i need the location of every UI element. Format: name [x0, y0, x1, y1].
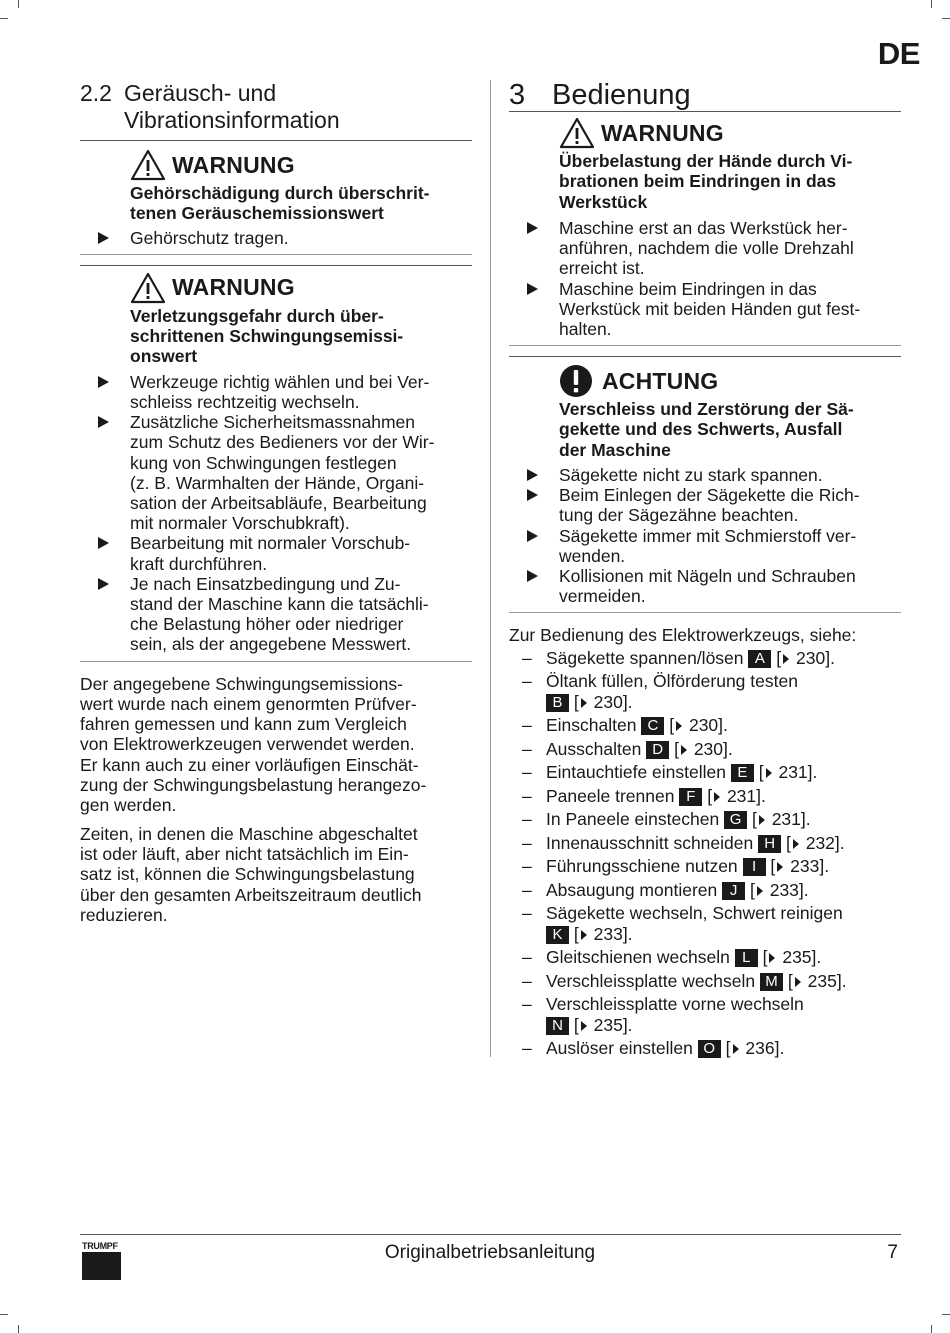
figure-badge: I — [743, 858, 766, 876]
operation-text: Verschleissplatte vorne wechseln — [546, 994, 804, 1015]
page-ref-arrow-icon — [581, 930, 587, 940]
operation-text: Sägekette wechseln, Schwert reinigen — [546, 903, 843, 924]
warning-subtitle: Überbelastung der Hände durch Vi- brationen beim Eindringen in das Werkstück — [559, 151, 853, 212]
figure-badge: C — [641, 717, 664, 735]
list-item: Zusätzliche Sicherheitsmassnahmen zum Schutz des Bedieners vor der Wir- kung von Schwingungen festlegen (z. B. Warmhalten der Hände, Organi- sation der Arbeitsabläufe, Bearbeitung mit normaler Vorschubkraft). — [130, 412, 472, 533]
operation-text: Eintauchtiefe einstellen — [546, 762, 726, 783]
left-column — [80, 80, 472, 925]
page-reference-link[interactable]: 233 — [790, 856, 820, 877]
operation-text: Auslöser einstellen — [546, 1038, 693, 1059]
warning-bullets — [130, 372, 472, 655]
bullet-arrow-icon — [98, 232, 109, 244]
section-number: 3 — [509, 79, 526, 111]
figure-badge: N — [546, 1017, 569, 1035]
bullet-arrow-icon — [527, 530, 538, 542]
list-item: Sägekette immer mit Schmierstoff ver- wenden. — [559, 526, 901, 566]
warning-header — [559, 115, 901, 151]
operation-text: Verschleissplatte wechseln — [546, 970, 756, 991]
page-reference-link[interactable]: 231 — [771, 809, 801, 830]
dash-marker: – — [522, 785, 532, 806]
dash-marker: – — [522, 1038, 532, 1059]
bullet-arrow-icon — [527, 489, 538, 501]
bullet-arrow-icon — [527, 283, 538, 295]
figure-badge: E — [731, 764, 754, 782]
dash-marker: – — [522, 879, 532, 900]
bullet-arrow-icon — [527, 222, 538, 234]
page-ref-arrow-icon — [783, 654, 789, 664]
list-item: Je nach Einsatzbedingung und Zu- stand der Maschine kann die tatsächli- che Belastung höher oder niedriger sein, als der angegebene Messwert. — [130, 574, 472, 655]
separator — [509, 345, 901, 346]
footer-rule — [80, 1234, 901, 1235]
footer-title: Originalbetriebsanleitung — [384, 1242, 596, 1263]
dash-marker: – — [522, 903, 532, 924]
separator — [80, 254, 472, 255]
operation-item: – Einschalten C [ 230]. — [522, 715, 728, 736]
page-ref-arrow-icon — [581, 1021, 587, 1031]
right-column — [509, 80, 901, 1062]
separator — [80, 265, 472, 266]
operation-text: Absaugung montieren — [546, 879, 718, 900]
warning-label: WARNUNG — [172, 274, 295, 301]
operation-item: – Verschleissplatte wechseln M [ 235]. — [522, 970, 847, 991]
page-reference-link[interactable]: 233 — [593, 923, 623, 944]
bullet-arrow-icon — [98, 578, 109, 590]
warning-subtitle: Verletzungsgefahr durch über- schrittenen Schwingungsemissi- onswert — [130, 305, 404, 367]
page-reference-link[interactable]: 230 — [796, 647, 826, 668]
list-item: Beim Einlegen der Sägekette die Rich- tung der Sägezähne beachten. — [559, 485, 901, 525]
operation-list — [509, 648, 901, 1059]
crop-mark — [942, 18, 950, 19]
operation-item: – Paneele trennen F [ 231]. — [522, 785, 766, 806]
section-title: Geräusch- und Vibrationsinformation — [124, 80, 340, 133]
figure-badge: J — [722, 882, 745, 900]
page-reference-link[interactable]: 236 — [745, 1038, 775, 1059]
crop-mark — [0, 18, 8, 19]
dash-marker: – — [522, 856, 532, 877]
caution-subtitle: Verschleiss und Zerstörung der Sä- gekette und des Schwerts, Ausfall der Maschine — [559, 399, 854, 460]
page-reference-link[interactable]: 235 — [593, 1014, 623, 1035]
warning-box — [80, 147, 472, 248]
operation-intro: Zur Bedienung des Elektrowerkzeugs, siehe: — [509, 625, 857, 646]
dash-marker: – — [522, 738, 532, 759]
dash-marker: – — [522, 762, 532, 783]
page-ref-arrow-icon — [795, 977, 801, 987]
dash-marker: – — [522, 970, 532, 991]
caution-box — [509, 363, 901, 606]
warning-bullets — [559, 218, 901, 339]
figure-badge: O — [698, 1040, 721, 1058]
page-reference-link[interactable]: 230 — [593, 691, 623, 712]
brand-logo-text: TRUMPF — [82, 1241, 118, 1251]
operation-item: – Führungsschiene nutzen I [ 233]. — [522, 856, 830, 877]
dash-marker: – — [522, 647, 532, 668]
separator — [509, 356, 901, 357]
figure-badge: L — [735, 949, 758, 967]
operation-item: – Öltank füllen, Ölförderung testen B [ 230]. — [522, 671, 798, 712]
page-reference-link[interactable]: 231 — [778, 762, 808, 783]
operation-text: Führungsschiene nutzen — [546, 856, 738, 877]
figure-badge: G — [724, 811, 747, 829]
operation-item: – Ausschalten D [ 230]. — [522, 738, 733, 759]
operation-text: In Paneele einstechen — [546, 809, 720, 830]
operation-item: – Sägekette wechseln, Schwert reinigen K [ 233]. — [522, 903, 843, 944]
page-reference-link[interactable]: 232 — [805, 832, 835, 853]
page-ref-arrow-icon — [777, 862, 783, 872]
dash-marker: – — [522, 832, 532, 853]
list-item: Gehörschutz tragen. — [130, 228, 472, 248]
operation-text: Paneele trennen — [546, 785, 675, 806]
bullet-arrow-icon — [527, 469, 538, 481]
operation-item: – Auslöser einstellen O [ 236]. — [522, 1038, 785, 1059]
page-number: 7 — [887, 1242, 898, 1263]
warning-box — [80, 270, 472, 655]
dash-marker: – — [522, 715, 532, 736]
page-reference-link[interactable]: 230 — [693, 738, 724, 759]
section-heading — [80, 80, 472, 134]
operation-text: Sägekette spannen/lösen — [546, 647, 744, 668]
figure-badge: M — [760, 973, 783, 991]
operation-item: – Sägekette spannen/lösen A [ 230]. — [522, 647, 835, 668]
warning-bullets — [130, 228, 472, 248]
caution-header — [559, 363, 901, 399]
dash-marker: – — [522, 994, 532, 1015]
figure-badge: F — [679, 788, 702, 806]
language-label: DE — [877, 36, 920, 71]
bullet-arrow-icon — [98, 376, 109, 388]
bullet-arrow-icon — [527, 570, 538, 582]
crop-mark — [942, 1314, 950, 1315]
separator — [80, 661, 472, 662]
operation-text: Öltank füllen, Ölförderung testen — [546, 671, 798, 692]
page-ref-arrow-icon — [769, 953, 775, 963]
page-ref-arrow-icon — [733, 1044, 739, 1054]
separator — [509, 612, 901, 613]
operation-text: Ausschalten — [546, 738, 642, 759]
operation-text: Innenausschnitt schneiden — [546, 832, 754, 853]
paragraph: Der angegebene Schwingungsemissions- wert wurde nach einem genormten Prüfver- fahren gemessen und kann zum Vergleich von Elektrowerkzeugen verwendet werden. Er kann auch zu einer vorläufigen Einschät- zung der Schwingungsbelastung herangezo- gen werden. — [80, 673, 427, 816]
page-reference-link[interactable]: 233 — [769, 879, 799, 900]
warning-label: WARNUNG — [172, 151, 295, 178]
warning-triangle-icon — [559, 117, 595, 149]
warning-header — [130, 147, 472, 183]
page-reference-link[interactable]: 231 — [726, 785, 757, 806]
page-ref-arrow-icon — [676, 721, 682, 731]
figure-badge: D — [646, 741, 669, 759]
page-ref-arrow-icon — [757, 886, 763, 896]
list-item: Sägekette nicht zu stark spannen. — [559, 465, 901, 485]
exclamation-circle-icon — [559, 364, 593, 398]
page-reference-link[interactable]: 235 — [782, 947, 812, 968]
heading-rule — [80, 140, 472, 141]
crop-mark — [0, 1314, 8, 1315]
caution-bullets — [559, 465, 901, 606]
page-ref-arrow-icon — [759, 815, 765, 825]
operation-item: – In Paneele einstechen G [ 231]. — [522, 809, 811, 830]
section-title: Bedienung — [552, 79, 691, 111]
crop-mark — [931, 1325, 932, 1333]
operation-item: – Gleitschienen wechseln L [ 235]. — [522, 947, 822, 968]
warning-label: WARNUNG — [601, 119, 724, 146]
column-divider — [490, 80, 491, 1057]
page-reference-link[interactable]: 230 — [688, 715, 719, 736]
operation-item: – Verschleissplatte vorne wechseln N [ 235]. — [522, 994, 804, 1035]
figure-badge: A — [748, 650, 771, 668]
dash-marker: – — [522, 947, 532, 968]
crop-mark — [18, 0, 19, 8]
operation-item: – Eintauchtiefe einstellen E [ 231]. — [522, 762, 818, 783]
bullet-arrow-icon — [98, 537, 109, 549]
figure-badge: B — [546, 694, 569, 712]
list-item: Maschine erst an das Werkstück her- anführen, nachdem die volle Drehzahl erreicht ist. — [559, 218, 901, 279]
page-ref-arrow-icon — [793, 839, 799, 849]
warning-subtitle: Gehörschädigung durch überschrit- tenen Geräuschemissionswert — [130, 183, 430, 224]
crop-mark — [931, 0, 932, 8]
page-ref-arrow-icon — [714, 792, 720, 802]
paragraph: Zeiten, in denen die Maschine abgeschaltet ist oder läuft, aber nicht tatsächlich im Ein- satz ist, können die Schwingungsbelastung über den gesamten Arbeitszeitraum deutlich reduzieren. — [80, 823, 422, 925]
section-heading — [509, 78, 901, 112]
operation-item: – Innenausschnitt schneiden H [ 232]. — [522, 832, 845, 853]
section-number: 2.2 — [80, 80, 112, 106]
dash-marker: – — [522, 809, 532, 830]
page-ref-arrow-icon — [681, 745, 687, 755]
operation-text: Gleitschienen wechseln — [546, 947, 730, 968]
caution-label: ACHTUNG — [602, 367, 719, 394]
page-ref-arrow-icon — [581, 698, 587, 708]
warning-header — [130, 270, 472, 306]
figure-badge: K — [546, 926, 569, 944]
warning-triangle-icon — [130, 272, 166, 304]
bullet-arrow-icon — [98, 416, 109, 428]
operation-text: Einschalten — [546, 715, 637, 736]
page-reference-link[interactable]: 235 — [807, 970, 837, 991]
warning-box — [509, 115, 901, 339]
crop-mark — [18, 1325, 19, 1333]
warning-triangle-icon — [130, 149, 166, 181]
list-item: Kollisionen mit Nägeln und Schrauben vermeiden. — [559, 566, 901, 606]
page-ref-arrow-icon — [766, 768, 772, 778]
list-item: Bearbeitung mit normaler Vorschub- kraft durchführen. — [130, 533, 472, 573]
list-item: Maschine beim Eindringen in das Werkstück mit beiden Händen gut fest- halten. — [559, 279, 901, 340]
dash-marker: – — [522, 671, 532, 692]
figure-badge: H — [758, 835, 781, 853]
operation-item: – Absaugung montieren J [ 233]. — [522, 879, 809, 900]
list-item: Werkzeuge richtig wählen und bei Ver- schleiss rechtzeitig wechseln. — [130, 372, 472, 412]
